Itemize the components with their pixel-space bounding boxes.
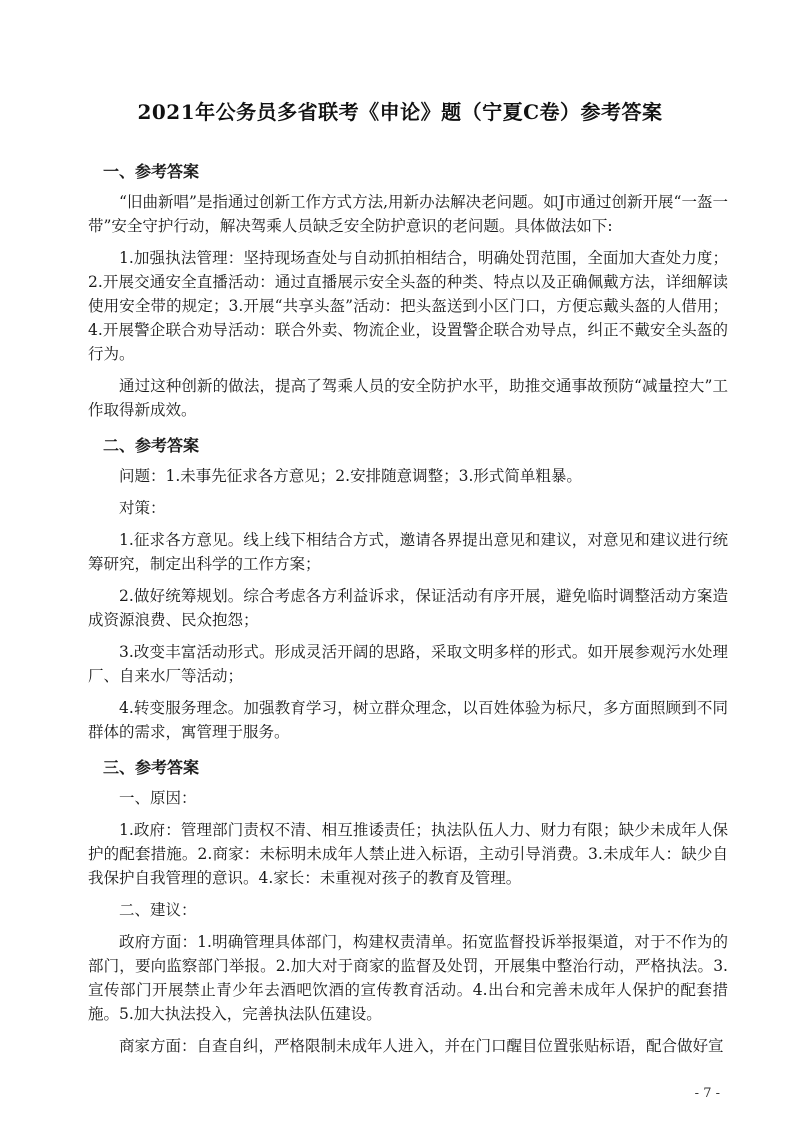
paragraph: 1.政府：管理部门责权不清、相互推诿责任；执法队伍人力、财力有限；缺少未成年人保护的配套措施。2.商家：未标明未成年人禁止进入标语，主动引导消费。3.未成年人：缺少自我保护自我管理的意识。4.家长：未重视对孩子的教育及管理。	[88, 821, 728, 887]
section-heading: 二、参考答案	[103, 436, 200, 455]
paragraph: 政府方面：1.明确管理具体部门，构建权责清单。拓宽监督投诉举报渠道，对于不作为的部门，要向监察部门举报。2.加大对于商家的监督及处罚，开展集中整治行动，严格执法。3.宣传部门开展禁止青少年去酒吧饮酒的宣传教育活动。4.出台和完善未成年人保护的配套措施。5.加大执法投入，完善执法队伍建设。	[88, 933, 728, 1023]
section-heading: 一、参考答案	[103, 162, 200, 181]
paragraph: 一、原因：	[119, 789, 197, 807]
paragraph: 3.改变丰富活动形式。形成灵活开阔的思路，采取文明多样的形式。如开展参观污水处理厂、自来水厂等活动；	[88, 643, 728, 685]
paragraph: 二、建议：	[119, 901, 197, 919]
paragraph: 2.做好统筹规划。综合考虑各方利益诉求，保证活动有序开展，避免临时调整活动方案造成资源浪费、民众抱怨；	[88, 587, 728, 629]
paragraph: “旧曲新唱”是指通过创新工作方式方法,用新办法解决老问题。如J市通过创新开展“一盔一带”安全守护行动，解决驾乘人员缺乏安全防护意识的老问题。具体做法如下:	[88, 193, 728, 235]
paragraph: 1.加强执法管理：坚持现场查处与自动抓拍相结合，明确处罚范围，全面加大查处力度；2.开展交通安全直播活动：通过直播展示安全头盔的种类、特点以及正确佩戴方法，详细解读使用安全带的规定；3.开展“共享头盔”活动：把头盔送到小区门口，方便忘戴头盔的人借用；4.开展警企联合劝导活动：联合外卖、物流企业，设置警企联合劝导点，纠正不戴安全头盔的行为。	[88, 249, 728, 363]
document-title: 2021年公务员多省联考《申论》题（宁夏C卷）参考答案	[137, 100, 663, 124]
paragraph: 问题：1.未事先征求各方意见；2.安排随意调整；3.形式简单粗暴。	[119, 467, 582, 485]
section-heading: 三、参考答案	[103, 758, 200, 777]
paragraph: 1.征求各方意见。线上线下相结合方式，邀请各界提出意见和建议，对意见和建议进行统筹研究，制定出科学的工作方案；	[88, 531, 728, 573]
paragraph: 商家方面：自查自纠，严格限制未成年人进入，并在门口醒目位置张贴标语，配合做好宣	[119, 1037, 724, 1055]
document-body	[88, 148, 728, 1066]
paragraph: 对策：	[119, 499, 166, 517]
page-number: - 7 -	[694, 1086, 720, 1101]
paragraph: 通过这种创新的做法，提高了驾乘人员的安全防护水平，助推交通事故预防“减量控大”工作取得新成效。	[88, 377, 728, 419]
paragraph: 4.转变服务理念。加强教育学习，树立群众理念，以百姓体验为标尺，多方面照顾到不同群体的需求，寓管理于服务。	[88, 699, 728, 741]
